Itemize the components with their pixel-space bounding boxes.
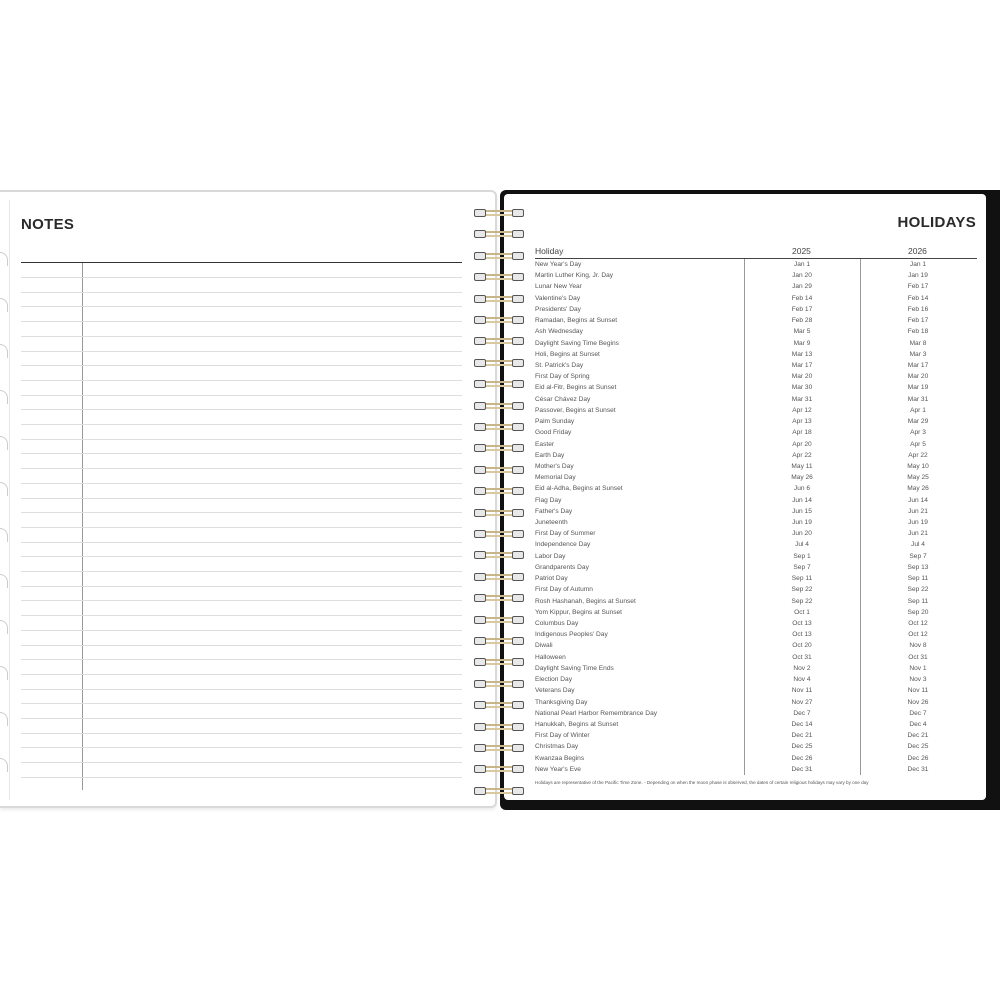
date-2026: Apr 22 [908,451,928,459]
spiral-ring [470,765,528,773]
date-2026: Dec 31 [907,765,929,773]
notes-rule-line [21,645,462,646]
date-2025: Mar 5 [793,328,811,336]
holiday-name: Ramadan, Begins at Sunset [535,317,618,325]
notes-rule-line [21,659,462,660]
date-2025: Jan 1 [793,261,811,268]
date-2026: Nov 11 [907,687,929,695]
date-2026: Sep 22 [907,586,929,594]
holiday-name: Easter [535,440,555,448]
date-2025: Jun 15 [792,507,812,515]
holiday-name: Independence Day [535,541,591,549]
holiday-name: Election Day [535,676,573,684]
date-2026: Dec 21 [907,732,929,740]
holiday-name: Presidents' Day [535,305,581,313]
holiday-name: Good Friday [535,429,572,437]
date-2025: May 26 [791,474,813,482]
holiday-row [535,640,977,651]
date-2025: Oct 31 [792,653,812,661]
date-2025: Oct 13 [792,620,812,627]
date-2025: Jun 20 [792,530,812,538]
date-2025: Feb 14 [791,294,813,302]
notes-rule-line [21,571,462,572]
holiday-row [535,293,977,304]
date-2026: Nov 3 [909,676,927,684]
date-2025: Mar 13 [791,350,813,358]
holiday-name: National Pearl Harbor Remembrance Day [535,709,658,717]
holiday-row [535,708,977,719]
date-2026: Mar 3 [909,350,927,358]
holiday-name: Columbus Day [535,620,579,627]
date-2025: Apr 13 [792,418,812,426]
date-2026: Sep 20 [907,608,929,616]
holiday-row [535,517,977,528]
holiday-row [535,495,977,506]
date-2025: Dec 31 [791,765,813,773]
date-2025: Nov 27 [791,698,813,706]
holiday-name: Thanksgiving Day [535,698,588,706]
date-2026: Jun 19 [908,519,928,527]
holiday-row [535,394,977,405]
date-2026: Sep 11 [907,597,929,605]
date-2026: Nov 8 [909,642,927,650]
holiday-row [535,461,977,472]
date-2025: Sep 22 [791,597,813,605]
date-2025: May 11 [791,462,813,470]
date-2026: Sep 13 [907,563,929,571]
holiday-name: Lunar New Year [535,283,582,291]
notes-rule-line [21,630,462,631]
notes-rule-line [21,409,462,410]
holiday-name: Indigenous Peoples' Day [535,631,608,639]
notes-rule-line [21,365,462,366]
spiral-ring [470,444,528,452]
holiday-name: Daylight Saving Time Begins [535,339,619,347]
spiral-binding [470,205,530,805]
spiral-ring [470,723,528,731]
holiday-row [535,326,977,337]
holiday-row [535,663,977,674]
holiday-row [535,753,977,764]
holiday-name: First Day of Autumn [535,586,593,594]
spiral-ring [470,551,528,559]
date-2026: Oct 31 [908,653,928,661]
holiday-row [535,483,977,494]
date-2026: Apr 3 [910,429,926,437]
date-2025: Nov 4 [793,676,811,684]
date-2026: Oct 12 [908,631,928,639]
spiral-ring [470,423,528,431]
spiral-ring [470,230,528,238]
date-2026: Jun 21 [908,530,928,538]
date-2025: Sep 7 [793,563,811,571]
holiday-name: Eid al-Adha, Begins at Sunset [535,485,623,493]
notes-rule-line [21,747,462,748]
holiday-row [535,360,977,371]
date-2025: Mar 20 [791,373,813,381]
date-2026: Sep 7 [909,552,927,560]
spiral-ring [470,744,528,752]
date-2026: Apr 5 [910,440,926,448]
holiday-name: Juneteenth [535,519,568,527]
date-2026: May 10 [907,462,929,470]
date-2025: Dec 14 [791,720,813,728]
notes-rule-line [21,527,462,528]
holiday-name: Memorial Day [535,474,576,482]
date-2025: Sep 1 [793,552,811,560]
holiday-row [535,764,977,775]
spiral-ring [470,701,528,709]
holiday-name: Christmas Day [535,743,579,751]
date-2026: Feb 14 [907,294,929,302]
date-2025: Dec 25 [791,743,813,751]
holiday-name: Rosh Hashanah, Begins at Sunset [535,597,636,605]
spiral-ring [470,616,528,624]
date-2025: Mar 31 [791,395,813,403]
holiday-row [535,472,977,483]
notes-rule-line [21,718,462,719]
notes-rule-line [21,336,462,337]
notes-rule-line [21,542,462,543]
date-2025: Jan 29 [792,283,812,291]
holiday-row [535,405,977,416]
holiday-name: Father's Day [535,507,573,515]
holiday-row [535,607,977,618]
date-2026: Nov 26 [907,698,929,706]
notes-rule-line [21,689,462,690]
date-2025: Sep 22 [791,586,813,594]
date-2026: Feb 18 [907,328,929,336]
holiday-row [535,439,977,450]
notes-rule-line [21,424,462,425]
notes-rule-line [21,733,462,734]
date-2026: Feb 17 [907,283,929,291]
notes-rule-line [21,292,462,293]
notes-rule-line [21,615,462,616]
holidays-footnote: Holidays are representative of the Pacific Time Zone. - Depending on when the moon phase is observed, the dates of certain religious holidays may vary by one day [535,780,869,785]
holiday-name: Diwali [535,642,553,650]
holiday-name: Halloween [535,653,566,661]
notes-ruled-area [21,262,462,790]
holiday-row [535,427,977,438]
date-2025: Apr 18 [792,429,812,437]
date-2026: May 25 [907,474,929,482]
spiral-ring [470,487,528,495]
date-2026: Dec 26 [907,754,929,762]
date-2025: Nov 2 [793,664,811,672]
holiday-name: Yom Kippur, Begins at Sunset [535,608,622,616]
column-header-2025: 2025 [792,246,811,256]
holiday-name: Valentine's Day [535,294,581,302]
spiral-ring [470,530,528,538]
holiday-row [535,573,977,584]
date-2025: Apr 22 [792,451,812,459]
holiday-row [535,281,977,292]
date-2026: Dec 25 [907,743,929,751]
spiral-ring [470,316,528,324]
page-edge-stack [0,200,10,800]
date-2026: Apr 1 [910,406,926,414]
holiday-row [535,551,977,562]
holiday-name: New Year's Eve [535,765,581,773]
holiday-row [535,719,977,730]
date-2025: Mar 9 [793,339,811,347]
date-2025: Mar 30 [791,384,813,392]
spiral-ring [470,209,528,217]
spiral-ring [470,359,528,367]
holiday-row [535,562,977,573]
notes-rule-line [21,777,462,778]
holiday-name: Eid al-Fitr, Begins at Sunset [535,384,617,392]
holiday-row [535,652,977,663]
date-2025: Dec 26 [791,754,813,762]
date-2026: Oct 12 [908,620,928,627]
date-2025: Oct 13 [792,631,812,639]
holiday-name: First Day of Spring [535,373,590,381]
holiday-row [535,596,977,607]
holiday-row [535,416,977,427]
holiday-name: Holi, Begins at Sunset [535,350,600,358]
spiral-ring [470,787,528,795]
holiday-name: St. Patrick's Day [535,361,584,369]
notes-rule-line [21,498,462,499]
holiday-row [535,450,977,461]
date-2026: Mar 19 [907,384,929,392]
date-2026: Jun 14 [908,496,928,504]
spiral-ring [470,252,528,260]
holiday-name: Grandparents Day [535,563,589,571]
date-2026: Mar 20 [907,373,929,381]
date-2026: Mar 8 [909,339,927,347]
notes-rule-line [21,453,462,454]
date-2026: Sep 11 [907,575,929,583]
holiday-row [535,674,977,685]
holiday-name: Daylight Saving Time Ends [535,664,614,672]
holiday-row [535,259,977,270]
notes-rule-line [21,439,462,440]
holiday-name: First Day of Winter [535,732,590,740]
spiral-ring [470,466,528,474]
holiday-name: Palm Sunday [535,418,575,426]
date-2026: Dec 4 [909,720,927,728]
date-2025: Dec 21 [791,732,813,740]
holiday-row [535,506,977,517]
date-2025: Apr 12 [792,406,812,414]
date-2026: Jan 19 [908,272,928,280]
spiral-ring [470,402,528,410]
spiral-ring [470,273,528,281]
date-2026: May 26 [907,485,929,493]
notes-rule-line [21,380,462,381]
holiday-name: Kwanzaa Begins [535,754,585,762]
holiday-row [535,349,977,360]
spiral-ring [470,637,528,645]
holidays-table-body [535,259,977,775]
holiday-row [535,584,977,595]
date-2026: Feb 17 [907,317,929,325]
holiday-name: Hanukkah, Begins at Sunset [535,720,619,728]
notes-rule-line [21,512,462,513]
date-2026: Mar 29 [907,418,929,426]
date-2026: Nov 1 [909,664,927,672]
date-2025: Jan 20 [792,272,812,280]
holiday-name: Veterans Day [535,687,575,695]
spiral-ring [470,680,528,688]
holidays-table [535,244,977,775]
notes-page [0,190,497,808]
notes-rule-line [21,762,462,763]
notes-rule-line [21,277,462,278]
holiday-row [535,270,977,281]
spiral-ring [470,509,528,517]
holiday-name: First Day of Summer [535,530,596,538]
spiral-ring [470,594,528,602]
date-2026: Mar 31 [907,395,929,403]
holiday-row [535,304,977,315]
spiral-ring [470,658,528,666]
holiday-row [535,315,977,326]
date-2025: Jun 6 [793,485,811,493]
date-2025: Jun 14 [792,496,812,504]
holiday-row [535,371,977,382]
holiday-name: Labor Day [535,552,566,560]
holidays-title: HOLIDAYS [897,214,976,231]
date-2025: Apr 20 [792,440,812,448]
date-2025: Dec 7 [793,709,811,717]
column-header-holiday: Holiday [535,246,564,256]
spiral-ring [470,380,528,388]
holiday-name: César Chávez Day [535,395,591,403]
holiday-name: Ash Wednesday [535,328,583,336]
date-2025: Nov 11 [791,687,813,695]
date-2025: Feb 17 [791,305,813,313]
holiday-name: Flag Day [535,496,562,504]
date-2026: Jul 4 [911,541,925,549]
date-2026: Mar 17 [907,361,929,369]
holiday-row [535,539,977,550]
date-2026: Feb 16 [907,305,929,313]
notes-rule-line [21,674,462,675]
date-2026: Jun 21 [908,507,928,515]
notes-rule-line [21,351,462,352]
notes-rule-line [21,703,462,704]
spiral-ring [470,337,528,345]
column-header-2026: 2026 [908,246,927,256]
holiday-row [535,382,977,393]
holiday-row [535,528,977,539]
holiday-row [535,338,977,349]
notes-rule-line [21,586,462,587]
holidays-page [504,194,986,800]
notes-rule-line [21,556,462,557]
notes-rule-line [21,600,462,601]
notes-rule-line [21,321,462,322]
holiday-row [535,730,977,741]
notes-rule-line [21,395,462,396]
notes-title: NOTES [21,216,75,233]
notes-rule-line [21,306,462,307]
holiday-name: New Year's Day [535,261,582,268]
date-2025: Feb 28 [791,317,813,325]
spiral-ring [470,573,528,581]
holiday-row [535,618,977,629]
date-2025: Oct 20 [792,642,812,650]
date-2026: Jan 1 [909,261,927,268]
date-2025: Mar 17 [791,361,813,369]
holiday-name: Martin Luther King, Jr. Day [535,272,614,280]
holiday-row [535,741,977,752]
date-2025: Sep 11 [791,575,813,583]
date-2025: Jun 19 [792,519,812,527]
holiday-row [535,685,977,696]
holiday-name: Passover, Begins at Sunset [535,406,616,414]
holiday-name: Patriot Day [535,575,568,583]
spiral-ring [470,295,528,303]
notes-rule-line [21,483,462,484]
date-2025: Oct 1 [794,608,810,616]
holidays-table-header [535,244,977,259]
holiday-name: Earth Day [535,451,565,459]
holiday-row [535,629,977,640]
notes-rule-line [21,468,462,469]
holiday-name: Mother's Day [535,462,574,470]
holiday-row [535,697,977,708]
date-2026: Dec 7 [909,709,927,717]
date-2025: Jul 4 [795,541,809,549]
